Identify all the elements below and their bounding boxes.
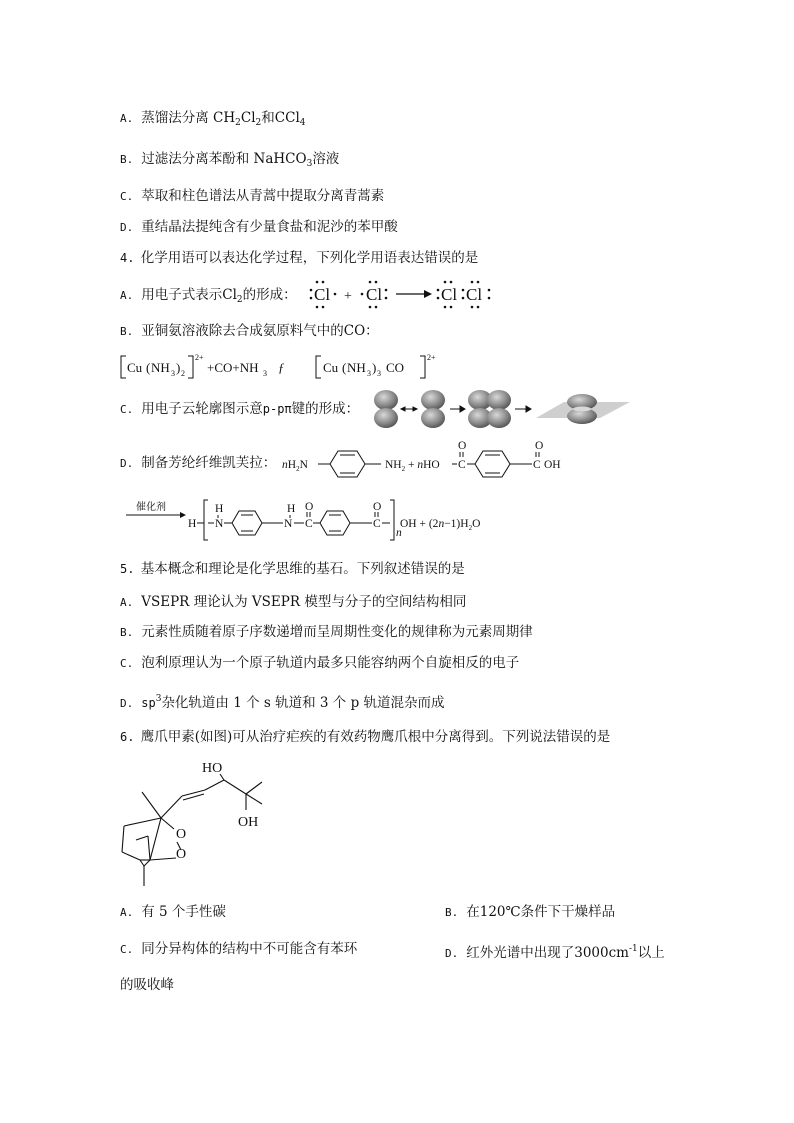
svg-text:C: C (373, 518, 381, 530)
question-text: 化学用语可以表达化学过程，下列化学用语表达错误的是 (140, 250, 479, 266)
option-letter: D. (120, 697, 134, 710)
option-text: 同分异构体的结构中不可能含有苯环 (141, 941, 358, 957)
option-text: 有 5 个手性碳 (141, 904, 226, 920)
option-letter: B. (120, 626, 134, 639)
option-text: 杂化轨道由 1 个 s 轨道和 3 个 p 轨道混杂而成 (161, 695, 445, 711)
svg-text:O: O (373, 501, 382, 513)
svg-text:+: + (344, 289, 352, 304)
p-orbital-overlap-diagram (368, 388, 630, 430)
q5-option-a (120, 592, 466, 613)
svg-text:O: O (535, 440, 544, 452)
question-text: 鹰爪甲素(如图)可从治疗疟疾的有效药物鹰爪根中分离得到。下列说法错误的是 (140, 729, 611, 745)
svg-text:O: O (458, 440, 467, 452)
q6-option-a (120, 902, 226, 923)
svg-text:3: 3 (171, 369, 175, 378)
svg-text:Cl: Cl (366, 285, 383, 304)
option-text: 重结晶法提纯含有少量食盐和泥沙的苯甲酸 (141, 219, 398, 235)
q6-option-d-continued (120, 975, 174, 995)
svg-text:(: ( (146, 360, 151, 375)
sp-superscript: 3 (155, 694, 162, 704)
svg-text:): ) (372, 360, 377, 375)
svg-text:OH + (2n−1)H2O: OH + $(2n-1)H_2O$ (400, 518, 481, 532)
svg-text:3: 3 (263, 369, 267, 378)
option-letter: B. (120, 325, 134, 338)
svg-text:H: H (188, 518, 197, 530)
svg-text:Cl: Cl (441, 285, 458, 304)
option-text-mid: 和 (261, 110, 275, 126)
svg-text:2: 2 (181, 369, 185, 378)
option-letter: C. (120, 190, 134, 203)
svg-text:(: ( (342, 360, 347, 375)
q4-option-a (120, 285, 297, 310)
formula-ch2cl2: $CH_2Cl_2$ (213, 110, 262, 128)
option-letter: C. (120, 657, 134, 670)
q4-option-d (120, 453, 276, 474)
option-letter: C. (120, 403, 134, 416)
svg-text:+CO+NH: +CO+NH (207, 360, 259, 375)
kevlar-reactants (282, 436, 582, 486)
q5-option-d (120, 689, 445, 714)
q3-option-b (120, 149, 339, 174)
option-text: 泡利原理认为一个原子轨道内最多只能容纳两个自旋相反的电子 (141, 655, 520, 671)
equilibrium-symbol: ƒ (278, 360, 285, 375)
svg-text:C: C (533, 459, 541, 471)
pp-pi-label: p-pπ (262, 402, 292, 416)
svg-text:NH: NH (347, 360, 366, 375)
option-text-continued: 的吸收峰 (120, 977, 174, 993)
option-text: 红外光谱中出现了 (466, 945, 575, 961)
svg-text:H: H (215, 503, 224, 515)
option-letter: D. (445, 947, 459, 960)
option-letter: A. (120, 596, 134, 609)
q3-option-d (120, 217, 398, 238)
option-text-post: 以上 (637, 945, 665, 961)
svg-text:C: C (305, 518, 313, 530)
electron-dot-formation (302, 278, 512, 310)
option-text: 用电子式表示 (141, 287, 223, 303)
q6-option-b (445, 902, 615, 923)
option-letter: D. (120, 221, 134, 234)
svg-text:Cu: Cu (323, 360, 339, 375)
sp-label: sp (141, 696, 156, 710)
svg-text:Cl: Cl (314, 285, 331, 304)
option-text: 元素性质随着原子序数递增而呈周期性变化的规律称为元素周期律 (141, 624, 533, 640)
charge-label: 2+ (195, 353, 204, 362)
svg-text:O: O (305, 501, 314, 513)
option-text-post: 的形成： (242, 287, 297, 303)
option-letter: A. (120, 289, 134, 302)
q6-stem (120, 727, 610, 747)
kevlar-product (120, 496, 500, 548)
q5-option-c (120, 653, 519, 674)
svg-text:H: H (287, 503, 296, 515)
svg-text:n: n (396, 527, 402, 539)
option-letter: A. (120, 906, 134, 919)
svg-text:OH: OH (544, 459, 561, 471)
option-text: 亚铜氨溶液除去合成氨原料气中的CO： (141, 323, 379, 339)
q4-option-c (120, 399, 359, 420)
q4-option-b (120, 321, 379, 342)
svg-text:O: O (176, 847, 187, 862)
yingzhaosu-structure (112, 752, 282, 892)
option-text: 在 (466, 904, 480, 920)
svg-text:C: C (458, 459, 466, 471)
svg-text:3: 3 (377, 369, 381, 378)
option-letter: C. (120, 943, 134, 956)
option-text: 过滤法分离苯酚和 (141, 151, 250, 167)
option-text: VSEPR 理论认为 VSEPR 模型与分子的空间结构相同 (141, 594, 467, 610)
svg-text:3: 3 (367, 369, 371, 378)
option-letter: B. (120, 153, 134, 166)
formula-cl2: $Cl_2$ (222, 287, 243, 305)
option-text: 蒸馏法分离 (141, 110, 209, 126)
question-number: 5. (120, 562, 135, 576)
svg-text:nH2N: $nH_2N$ (282, 459, 308, 473)
option-text: 制备芳纶纤维凯芙拉： (141, 455, 277, 471)
q6-option-d (445, 939, 665, 964)
q6-option-c (120, 939, 357, 960)
complex-equation (118, 350, 448, 384)
option-text: 用电子云轮廓图示意 (141, 401, 263, 417)
catalyst-label: 催化剂 (136, 502, 166, 513)
wavenumber-unit-exponent: -1 (628, 944, 638, 954)
q3-option-c (120, 186, 384, 207)
q3-option-a (120, 108, 306, 133)
svg-text:Cl: Cl (466, 285, 483, 304)
option-text-post: 条件下干燥样品 (520, 904, 616, 920)
svg-text:NH2 + nHO: $NH_2$ + nHO (385, 459, 440, 473)
formula-nahco3: NaHCO$_3$ (253, 151, 313, 169)
q4-stem (120, 248, 478, 268)
option-text: 萃取和柱色谱法从青蒿中提取分离青蒿素 (141, 188, 385, 204)
question-number: 6. (120, 730, 135, 744)
svg-text:O: O (176, 827, 187, 842)
question-text: 基本概念和理论是化学思维的基石。下列叙述错误的是 (140, 561, 465, 577)
svg-text:HO: HO (202, 761, 223, 776)
option-text-post: 溶液 (312, 151, 340, 167)
svg-text:OH: OH (238, 815, 259, 830)
question-number: 4. (120, 251, 135, 265)
svg-text:Cu: Cu (127, 360, 143, 375)
svg-text:CO: CO (386, 360, 405, 375)
q5-stem (120, 559, 465, 579)
charge-label: 2+ (427, 353, 436, 362)
svg-text:NH: NH (151, 360, 170, 375)
option-letter: A. (120, 112, 134, 125)
temperature-value: 120℃ (479, 904, 521, 920)
svg-text:N: N (215, 518, 224, 530)
wavenumber-value: 3000cm (574, 945, 629, 961)
q5-option-b (120, 622, 533, 643)
formula-ccl4: CCl$_4$ (274, 110, 306, 128)
svg-text:): ) (176, 360, 181, 375)
option-text-post: 键的形成： (291, 401, 360, 417)
option-letter: D. (120, 457, 134, 470)
option-letter: B. (445, 906, 459, 919)
svg-text:N: N (284, 518, 293, 530)
